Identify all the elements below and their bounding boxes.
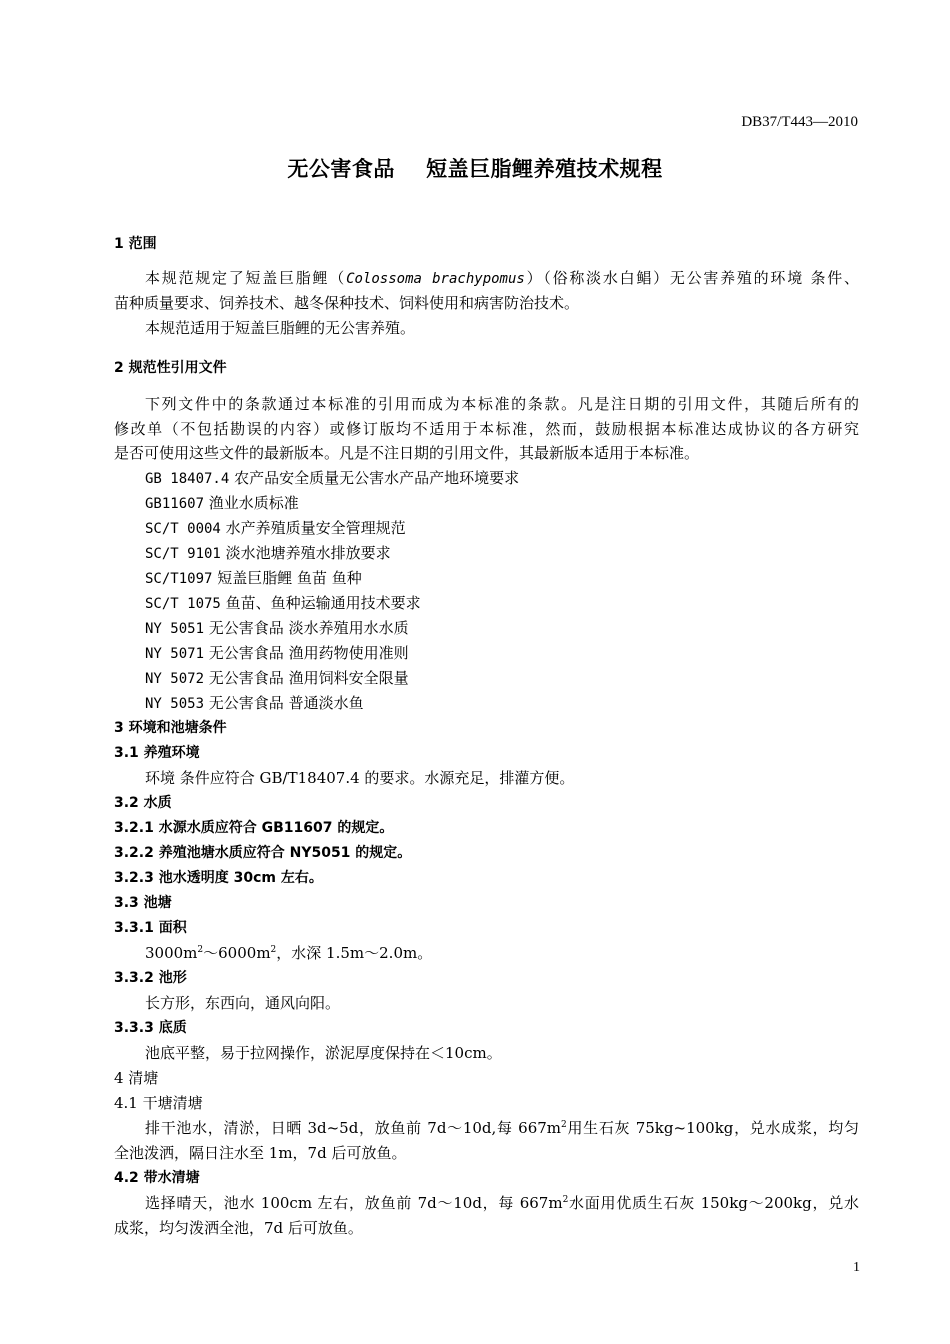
- reference-code: SC/T1097: [145, 571, 213, 587]
- reference-item: [145, 466, 519, 491]
- standard-number: DB37/T443—2010: [741, 114, 858, 130]
- text-run: 3000m: [145, 944, 198, 962]
- reference-code: GB 18407.4: [145, 471, 230, 487]
- section-1-paragraph-line-1: [145, 266, 859, 291]
- reference-title: 无公害食品 渔用药物使用准则: [208, 644, 409, 662]
- section-2-paragraph-line-3: 是否可使用这些文件的最新版本。凡是不注日期的引用文件，其最新版本适用于本标准。: [114, 444, 700, 462]
- section-3-3-1-heading: 3.3.1 面积: [114, 920, 187, 936]
- reference-title: 农产品安全质量无公害水产品产地环境要求: [234, 469, 520, 487]
- reference-title: 鱼苗、鱼种运输通用技术要求: [225, 594, 421, 612]
- section-4-heading: 4 清塘: [114, 1069, 159, 1087]
- section-3-3-3-paragraph: 池底平整，易于拉网操作，淤泥厚度保持在＜10cm。: [145, 1044, 502, 1062]
- superscript: 2: [270, 945, 277, 955]
- section-3-3-1-paragraph: [145, 941, 432, 965]
- section-2-paragraph-line-1: 下列文件中的条款通过本标准的引用而成为本标准的条款。凡是注日期的引用文件，其随后所有的: [145, 395, 859, 413]
- section-3-3-heading: 3.3 池塘: [114, 895, 172, 911]
- reference-title: 无公害食品 渔用饲料安全限量: [208, 669, 409, 687]
- section-3-2-2-heading: 3.2.2 养殖池塘水质应符合 NY5051 的规定。: [114, 845, 412, 861]
- reference-code: SC/T 9101: [145, 546, 221, 562]
- reference-item: [145, 491, 299, 516]
- reference-title: 淡水池塘养殖水排放要求: [225, 544, 391, 562]
- reference-title: 无公害食品 淡水养殖用水水质: [208, 619, 409, 637]
- reference-item: [145, 691, 364, 716]
- superscript: 2: [561, 1120, 567, 1130]
- section-1-paragraph-2: 本规范适用于短盖巨脂鲤的无公害养殖。: [145, 319, 416, 337]
- document-title: 无公害食品 短盖巨脂鲤养殖技术规程: [287, 157, 663, 181]
- reference-item: [145, 541, 391, 566]
- text-run: 本规范规定了短盖巨脂鲤（: [145, 269, 347, 287]
- reference-title: 短盖巨脂鲤 鱼苗 鱼种: [217, 569, 362, 587]
- page-number: 1: [853, 1260, 860, 1275]
- section-3-2-3-heading: 3.2.3 池水透明度 30cm 左右。: [114, 870, 323, 886]
- reference-title: 水产养殖质量安全管理规范: [225, 519, 406, 537]
- reference-title: 无公害食品 普通淡水鱼: [208, 694, 364, 712]
- section-1-paragraph-line-2: 苗种质量要求、饲养技术、越冬保种技术、饲料使用和病害防治技术。: [114, 294, 580, 312]
- section-3-heading: 3 环境和池塘条件: [114, 720, 227, 736]
- section-3-3-3-heading: 3.3.3 底质: [114, 1020, 187, 1036]
- section-4-2-heading: 4.2 带水清塘: [114, 1170, 200, 1186]
- text-run: ，水深 1.5m～2.0m。: [276, 944, 433, 962]
- text-run: 选择晴天，池水 100cm 左右，放鱼前 7d～10d，每 667m: [145, 1194, 563, 1212]
- reference-code: NY 5053: [145, 696, 205, 712]
- reference-code: SC/T 1075: [145, 596, 221, 612]
- reference-item: [145, 616, 409, 641]
- reference-item: [145, 566, 362, 591]
- section-3-3-2-heading: 3.3.2 池形: [114, 970, 187, 986]
- reference-code: NY 5051: [145, 621, 205, 637]
- reference-code: NY 5072: [145, 671, 205, 687]
- section-1-heading: 1 范围: [114, 236, 157, 252]
- latin-name: Colossoma brachypomus: [346, 271, 525, 287]
- section-3-2-1-heading: 3.2.1 水源水质应符合 GB11607 的规定。: [114, 820, 394, 836]
- text-run: 用生石灰 75kg~100kg，兑水成浆，均匀: [566, 1119, 859, 1137]
- text-run: 水面用优质生石灰 150kg～200kg，兑水: [568, 1194, 859, 1212]
- section-3-3-2-paragraph: 长方形，东西向，通风向阳。: [145, 994, 341, 1012]
- section-4-1-paragraph-line-1: [145, 1116, 859, 1140]
- section-3-1-paragraph: 环境 条件应符合 GB/T18407.4 的要求。水源充足，排灌方便。: [145, 769, 575, 787]
- section-4-2-paragraph-line-1: [145, 1191, 859, 1215]
- section-3-2-heading: 3.2 水质: [114, 795, 172, 811]
- section-4-2-paragraph-line-2: 成浆，均匀泼洒全池，7d 后可放鱼。: [114, 1219, 363, 1237]
- reference-item: [145, 666, 409, 691]
- reference-code: GB11607: [145, 496, 205, 512]
- section-2-paragraph-line-2: 修改单（不包括勘误的内容）或修订版均不适用于本标准，然而，鼓励根据本标准达成协议的各方研究: [114, 420, 859, 438]
- text-run: ～6000m: [203, 944, 271, 962]
- section-2-heading: 2 规范性引用文件: [114, 360, 227, 376]
- reference-item: [145, 516, 406, 541]
- section-4-1-heading: 4.1 干塘清塘: [114, 1094, 203, 1112]
- reference-code: NY 5071: [145, 646, 205, 662]
- superscript: 2: [562, 1195, 569, 1205]
- section-3-1-heading: 3.1 养殖环境: [114, 745, 200, 761]
- section-4-1-paragraph-line-2: 全池泼洒，隔日注水至 1m，7d 后可放鱼。: [114, 1144, 407, 1162]
- reference-code: SC/T 0004: [145, 521, 221, 537]
- text-run: ）（俗称淡水白鲳）无公害养殖的环境 条件、: [524, 269, 859, 287]
- superscript: 2: [197, 945, 204, 955]
- reference-item: [145, 591, 421, 616]
- reference-title: 渔业水质标准: [208, 494, 299, 512]
- reference-item: [145, 641, 409, 666]
- text-run: 排干池水，清淤，日晒 3d~5d，放鱼前 7d～10d,每 667m: [145, 1119, 562, 1137]
